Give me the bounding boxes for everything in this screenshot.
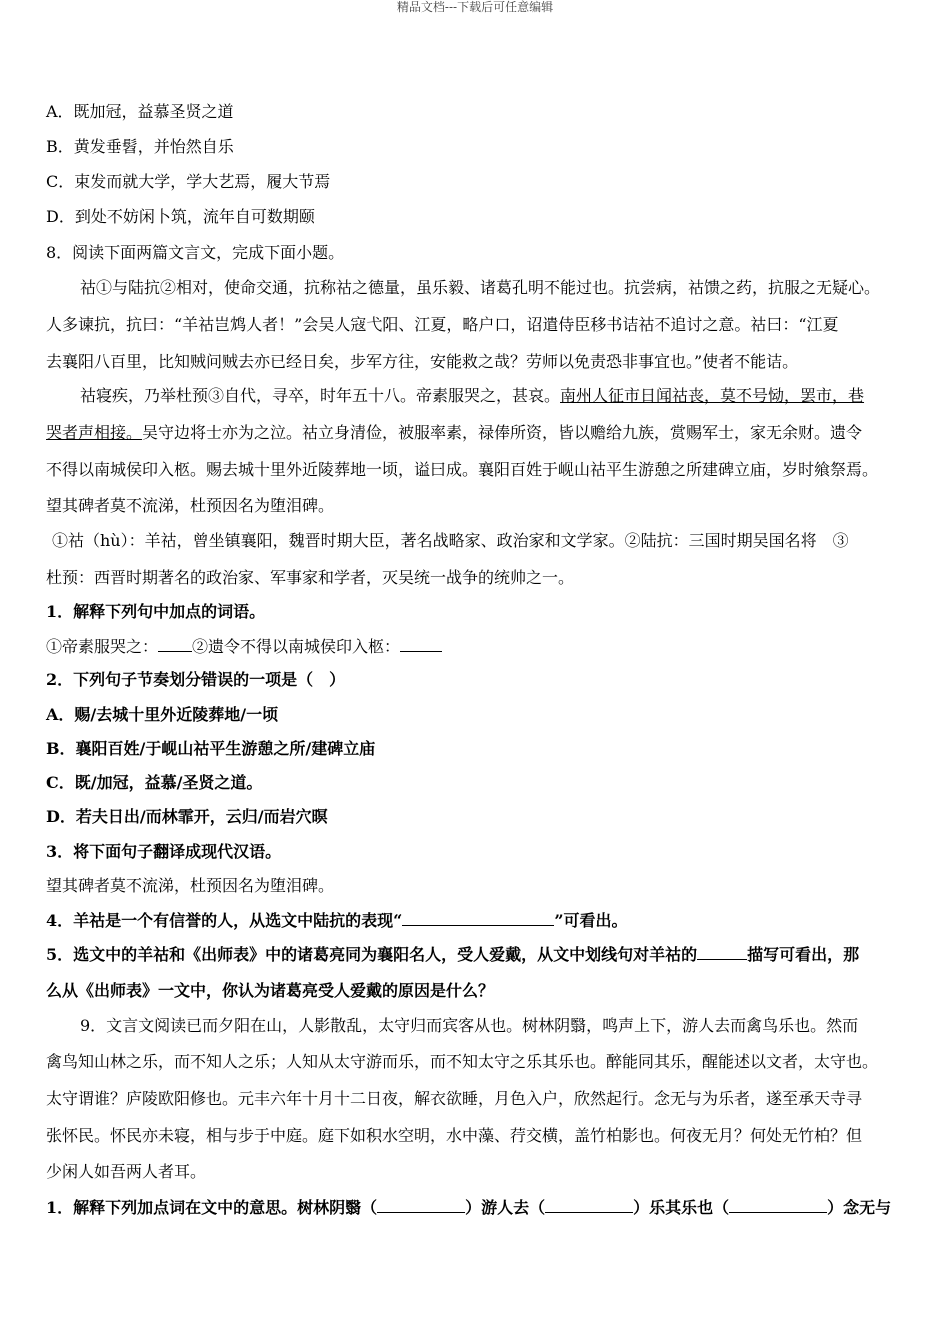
item-text: ①帝素服哭之： (46, 637, 159, 656)
option-d: D．到处不妨闲卜筑，流年自可数期颐 (46, 207, 315, 226)
choice-text: D．若夫日出/而林霏开，云归/而岩穴暝 (46, 807, 328, 826)
passage-line: 太守谓谁？庐陵欧阳修也。元丰六年十月十二日夜，解衣欲睡，月色入户，欣然起行。念无与为乐者，遂至承天寺寻 (46, 1089, 863, 1108)
sub-question-1-items (46, 636, 442, 657)
question-text: 5．选文中的羊祜和《出师表》中的诸葛亮同为襄阳名人，受人爱戴，从文中划线句对羊祜的 (46, 945, 698, 964)
question-text: 1．解释下列加点词在文中的意思。树林阴翳（ (46, 1198, 378, 1217)
question-9-sub-1 (46, 1197, 891, 1218)
passage-text: 祜寝疾，乃举杜预③自代，寻卒，时年五十八。帝素服哭之，甚哀。 (80, 386, 561, 405)
choice-b (46, 739, 375, 759)
passage-text: 吴守边将士亦为之泣。祜立身清俭，被服率素，禄俸所资，皆以赡给九族，赏赐军士，家无余财。遗令 (142, 423, 863, 442)
answer-blank[interactable] (377, 1197, 465, 1213)
item-text: ②遗令不得以南城侯印入柩： (192, 637, 401, 656)
question-text: ”可看出。 (554, 911, 628, 930)
passage-line: 人多谏抗，抗曰：“羊祜岂鸩人者！”会吴人寇弋阳、江夏，略户口，诏遣侍臣移书诘祜不追讨之意。祜曰：“江夏 (46, 315, 839, 334)
choice-a (46, 705, 278, 725)
footnote: 杜预：西晋时期著名的政治家、军事家和学者，灭吴统一战争的统帅之一。 (46, 568, 575, 587)
underlined-sentence: 哭者声相接。 (46, 423, 143, 442)
question-text: 4．羊祜是一个有信誉的人，从选文中陆抗的表现“ (46, 911, 403, 930)
question-text: ）游人去（ (465, 1198, 546, 1217)
footnote: ①祜（hù）：羊祜，曾坐镇襄阳，魏晋时期大臣，著名战略家、政治家和文学家。②陆抗：三国时期吴国名将 ③ (52, 531, 849, 550)
question-text: 描写可看出，那 (747, 945, 860, 964)
choice-text: A．赐/去城十里外近陵葬地/一顷 (46, 705, 279, 724)
passage-line: 不得以南城侯印入柩。赐去城十里外近陵葬地一顷，谥曰成。襄阳百姓于岘山祜平生游憩之所建碑立庙，岁时飨祭焉。 (46, 460, 879, 479)
question-9: 9．文言文阅读已而夕阳在山，人影散乱，太守归而宾客从也。树林阴翳，鸣声上下，游人去而禽鸟乐也。然而 (80, 1016, 859, 1035)
passage-line: 望其碑者莫不流涕，杜预因名为堕泪碑。 (46, 496, 335, 515)
passage-line (80, 386, 864, 406)
question-text: ）念无与 (827, 1198, 892, 1217)
answer-blank[interactable] (400, 636, 442, 652)
sub-question-4 (46, 910, 628, 931)
sub-question-3: 3．将下面句子翻译成现代汉语。 (46, 842, 282, 861)
page-header: 精品文档---下载后可任意编辑 (396, 0, 554, 14)
question-text: ）乐其乐也（ (633, 1198, 730, 1217)
choice-text: C．既/加冠，益慕/圣贤之道。 (46, 773, 263, 792)
question-8-title: 8．阅读下面两篇文言文，完成下面小题。 (46, 243, 345, 262)
passage-line: 禽鸟知山林之乐，而不知人之乐；人知从太守游而乐，而不知太守之乐其乐也。醉能同其乐，醒能述以文者，太守也。 (46, 1052, 879, 1071)
underlined-sentence: 南州人征市日闻祜丧，莫不号恸，罢市，巷 (560, 386, 865, 405)
option-c: C．束发而就大学，学大艺焉，履大节焉 (46, 172, 331, 191)
answer-blank[interactable] (545, 1197, 633, 1213)
passage-line: 少闲人如吾两人者耳。 (46, 1162, 207, 1181)
passage-line: 张怀民。怀民亦未寝，相与步于中庭。庭下如积水空明，水中藻、荇交横，盖竹柏影也。何夜无月？何处无竹柏？但 (46, 1126, 863, 1145)
passage-line: 去襄阳八百里，比知贼问贼去亦已经日矣，步军方往，安能救之哉？劳师以免责恐非事宜也。”使者不能诘。 (46, 352, 799, 371)
sub-question-5-cont: 么从《出师表》一文中，你认为诸葛亮受人爱戴的原因是什么？ (46, 981, 495, 1000)
answer-blank[interactable] (402, 910, 554, 926)
translate-sentence: 望其碑者莫不流涕，杜预因名为堕泪碑。 (46, 876, 335, 895)
answer-blank[interactable] (729, 1197, 827, 1213)
sub-question-1: 1．解释下列句中加点的词语。 (46, 602, 266, 621)
passage-line (46, 423, 862, 443)
answer-blank[interactable] (697, 944, 747, 960)
choice-text: B．襄阳百姓/于岘山祜平生游憩之所/建碑立庙 (46, 739, 376, 758)
choice-d (46, 807, 328, 827)
sub-question-2: 2．下列句子节奏划分错误的一项是（ ） (46, 670, 346, 689)
sub-question-5 (46, 944, 859, 965)
choice-c (46, 773, 262, 793)
option-b: B．黄发垂髫，并怡然自乐 (46, 137, 234, 156)
answer-blank[interactable] (158, 636, 192, 652)
option-a: A．既加冠，益慕圣贤之道 (46, 102, 234, 121)
passage-line: 祜①与陆抗②相对，使命交通，抗称祜之德量，虽乐毅、诸葛孔明不能过也。抗尝病，祜馈之药，抗服之无疑心。 (80, 278, 881, 297)
